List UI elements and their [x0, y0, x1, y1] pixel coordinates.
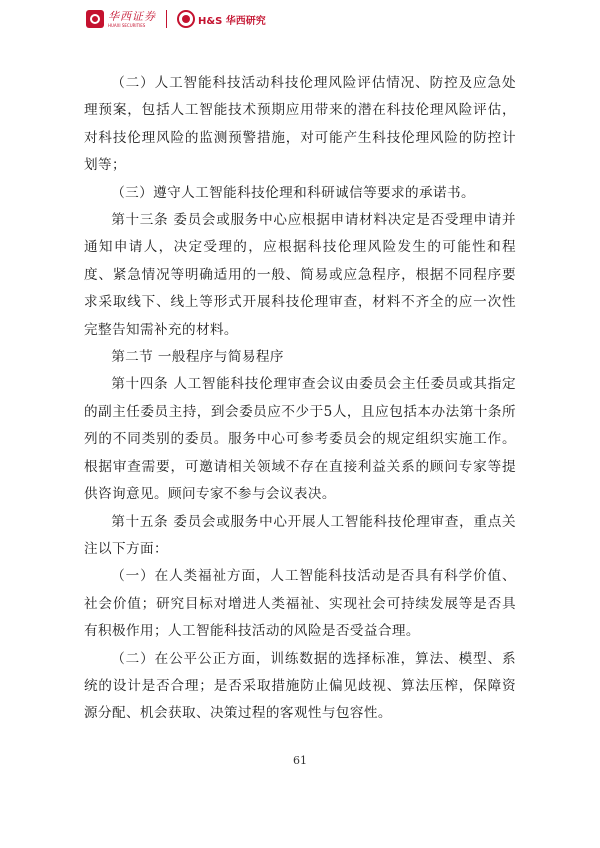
paragraph: （三）遵守人工智能科技伦理和科研诚信等要求的承诺书。: [111, 184, 476, 201]
paragraph: （二）人工智能科技活动科技伦理风险评估情况、防控及应急处理预案，包括人工智能技术预期应用带来的潜在科技伦理风险评估，对科技伦理风险的监测预警措施，对可能产生科技伦理风险的防控计划等；: [84, 75, 516, 174]
document-body: [84, 70, 516, 728]
paragraph: （一）在人类福祉方面，人工智能科技活动是否具有科学价值、社会价值；研究目标对增进人类福祉、实现社会可持续发展等是否具有积极作用；人工智能科技活动的风险是否受益合理。: [84, 568, 516, 640]
logo-left-text: 华西证券: [108, 9, 156, 23]
page-header: [86, 8, 266, 30]
paragraph: 第十五条 委员会或服务中心开展人工智能科技伦理审查，重点关注以下方面：: [84, 513, 516, 557]
section-heading: 第二节 一般程序与简易程序: [111, 349, 284, 366]
header-divider: [166, 10, 167, 28]
huaxi-securities-logo: [86, 10, 156, 28]
hs-research-logo: [177, 10, 266, 28]
logo-right-text: H&S 华西研究: [198, 15, 266, 27]
hs-logo-icon: [177, 10, 195, 28]
logo-left-sub: HUAXI SECURITIES: [108, 22, 146, 28]
paragraph: 第十四条 人工智能科技伦理审查会议由委员会主任委员或其指定的副主任委员主持，到会委员应不少于5人，且应包括本办法第十条所列的不同类别的委员。服务中心可参考委员会的规定组织实施工作。根据审查需要，可邀请相关领域不存在直接利益关系的顾问专家等提供咨询意见。顾问专家不参与会议表决。: [84, 376, 516, 503]
seal-icon: [86, 10, 104, 28]
page-number: 61: [293, 754, 307, 767]
paragraph: 第十三条 委员会或服务中心应根据申请材料决定是否受理申请并通知申请人，决定受理的，应根据科技伦理风险发生的可能性和程度、紧急情况等明确适用的一般、简易或应急程序，根据不同程序要求采取线下、线上等形式开展科技伦理审查，材料不齐全的应一次性完整告知需补充的材料。: [84, 212, 516, 338]
paragraph: （二）在公平公正方面，训练数据的选择标准，算法、模型、系统的设计是否合理；是否采取措施防止偏见歧视、算法压榨，保障资源分配、机会获取、决策过程的客观性与包容性。: [84, 650, 516, 722]
